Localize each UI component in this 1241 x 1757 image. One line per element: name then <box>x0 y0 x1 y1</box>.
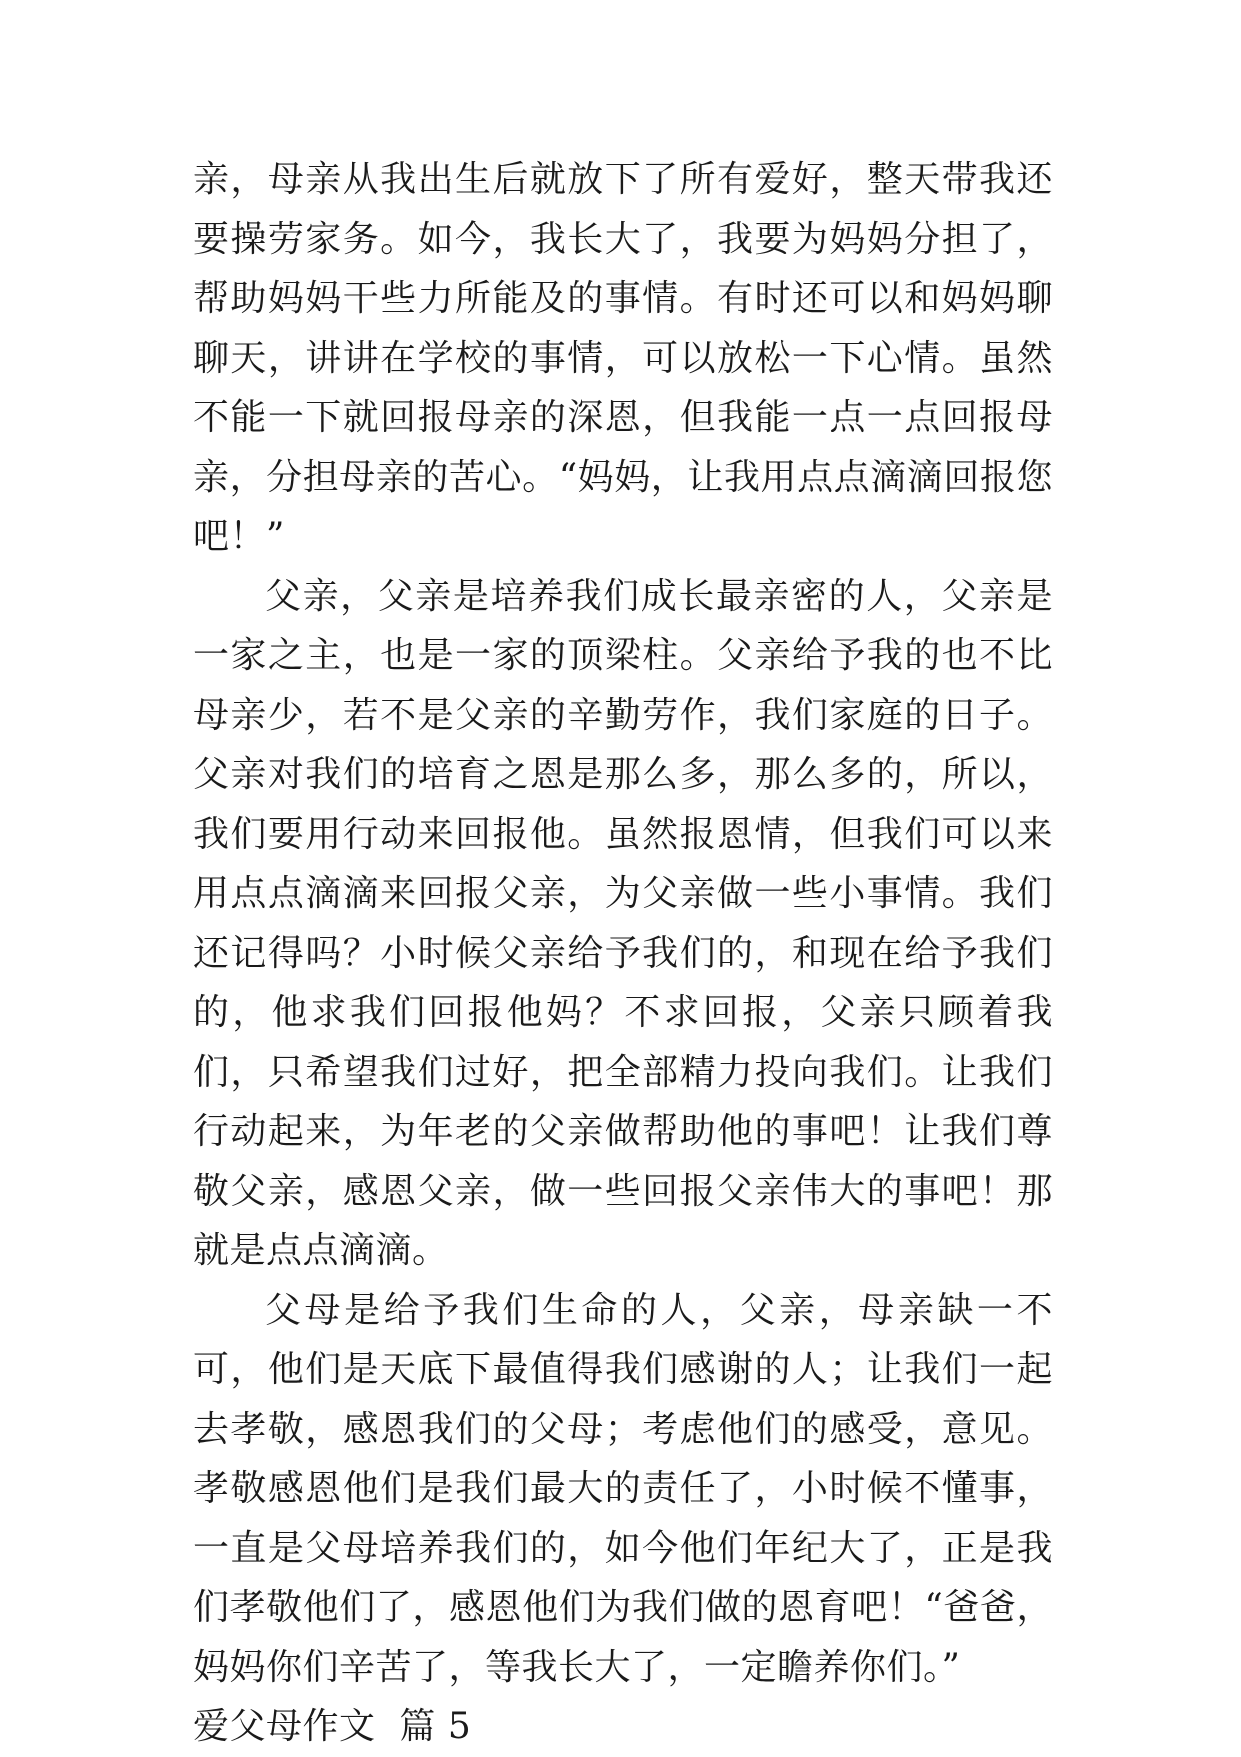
paragraph-3: 父母是给予我们生命的人，父亲，母亲缺一不可，他们是天底下最值得我们感谢的人；让我们一起去孝敬，感恩我们的父母；考虑他们的感受，意见。孝敬感恩他们是我们最大的责任了，小时候不懂事，一直是父母培养我们的，如今他们年纪大了，正是我们孝敬他们了，感恩他们为我们做的恩育吧！“爸爸，妈妈你们辛苦了，等我长大了，一定瞻养你们。” <box>193 1289 1053 1688</box>
document-body <box>193 150 1053 1757</box>
section-heading: 爱父母作文 篇 5 <box>193 1706 472 1747</box>
paragraph-2: 父亲，父亲是培养我们成长最亲密的人，父亲是一家之主，也是一家的顶梁柱。父亲给予我的也不比母亲少，若不是父亲的辛勤劳作，我们家庭的日子。父亲对我们的培育之恩是那么多，那么多的，所以，我们要用行动来回报他。虽然报恩情，但我们可以来用点点滴滴来回报父亲，为父亲做一些小事情。我们还记得吗？小时候父亲给予我们的，和现在给予我们的，他求我们回报他妈？不求回报，父亲只顾着我们，只希望我们过好，把全部精力投向我们。让我们行动起来，为年老的父亲做帮助他的事吧！让我们尊敬父亲，感恩父亲，做一些回报父亲伟大的事吧！那就是点点滴滴。 <box>193 575 1053 1271</box>
paragraph-1: 亲，母亲从我出生后就放下了所有爱好，整天带我还要操劳家务。如今，我长大了，我要为妈妈分担了，帮助妈妈干些力所能及的事情。有时还可以和妈妈聊聊天，讲讲在学校的事情，可以放松一下心情。虽然不能一下就回报母亲的深恩，但我能一点一点回报母亲，分担母亲的苦心。“妈妈，让我用点点滴滴回报您吧！” <box>193 159 1053 557</box>
